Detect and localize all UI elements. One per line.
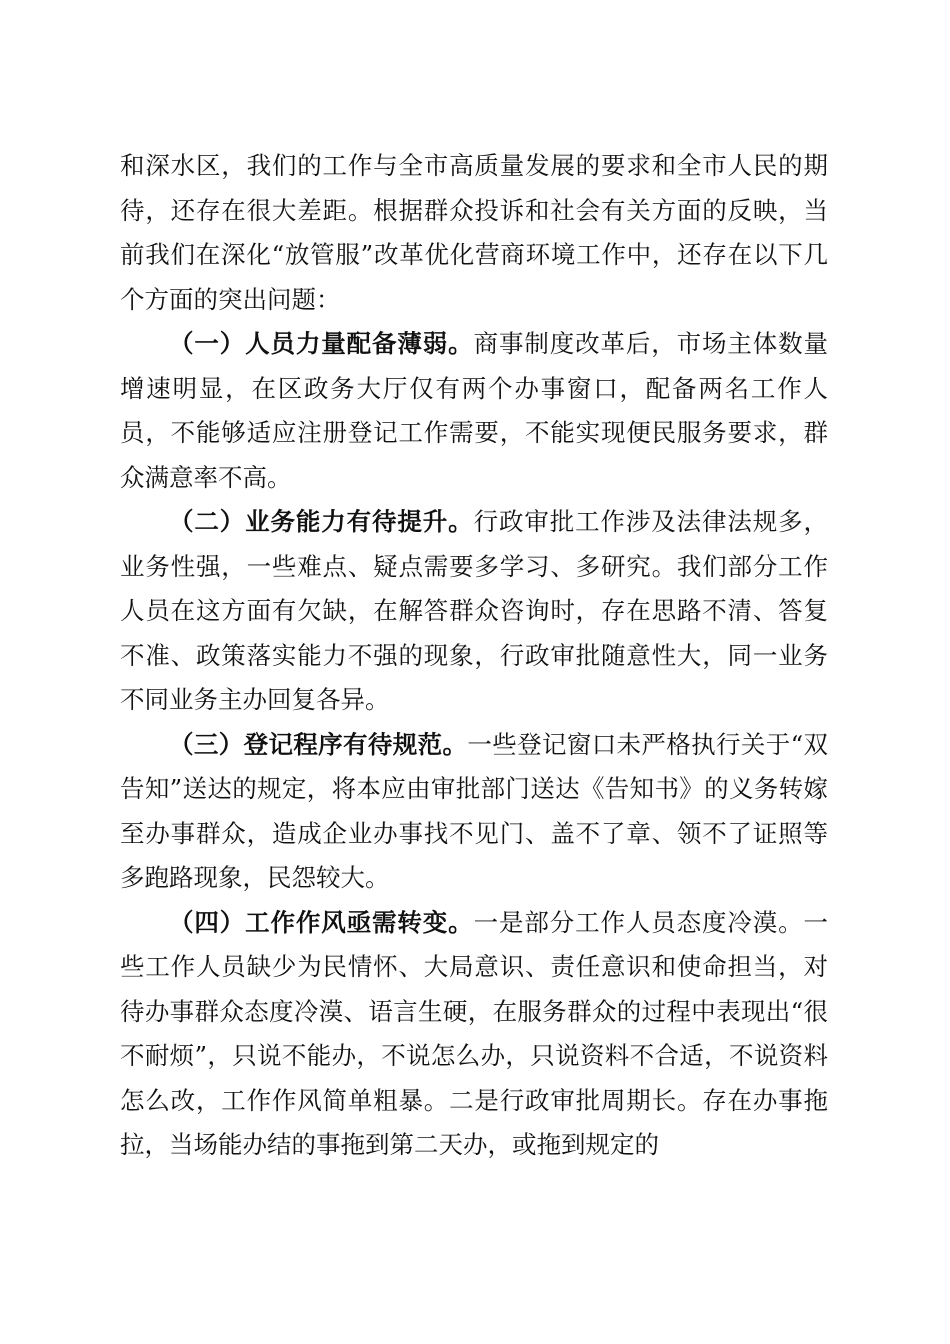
section-4-heading: （四）工作作风亟需转变。 [169,907,474,937]
section-3-heading: （三）登记程序有待规范。 [169,729,468,759]
section-4-text: 一是部分工作人员态度冷漠。一些工作人员缺少为民情怀、大局意识、责任意识和使命担当，对待办事群众态度冷漠、语言生硬，在服务群众的过程中表现出“很不耐烦”，只说不能办，不说怎么办，只说资料不合适，不说资料怎么改，工作作风简单粗暴。二是行政审批周期长。存在办事拖拉，当场能办结的事拖到第二天办，或拖到规定的 [120,907,829,1159]
paragraph-intro [120,144,828,322]
paragraph-section-4 [120,901,828,1168]
paragraph-section-3 [120,723,828,901]
document-page [120,144,828,1168]
section-3-text: 一些登记窗口未严格执行关于“双告知”送达的规定，将本应由审批部门送达《告知书》的义务转嫁至办事群众，造成企业办事找不见门、盖不了章、领不了证照等多跑路现象，民怨较大。 [120,729,828,892]
section-2-text: 行政审批工作涉及法律法规多，业务性强，一些难点、疑点需要多学习、多研究。我们部分工作人员在这方面有欠缺，在解答群众咨询时，存在思路不清、答复不准、政策落实能力不强的现象，行政审批随意性大，同一业务不同业务主办回复各异。 [120,507,829,714]
paragraph-section-1 [120,322,828,500]
section-1-text: 商事制度改革后，市场主体数量增速明显，在区政务大厅仅有两个办事窗口，配备两名工作人员，不能够适应注册登记工作需要，不能实现便民服务要求，群众满意率不高。 [120,329,829,492]
paragraph-section-2 [120,500,828,723]
paragraph-intro-text: 和深水区，我们的工作与全市高质量发展的要求和全市人民的期待，还存在很大差距。根据群众投诉和社会有关方面的反映，当前我们在深化“放管服”改革优化营商环境工作中，还存在以下几个方面的突出问题： [120,151,828,314]
section-2-heading: （二）业务能力有待提升。 [169,507,474,536]
section-1-heading: （一）人员力量配备薄弱。 [169,329,474,358]
